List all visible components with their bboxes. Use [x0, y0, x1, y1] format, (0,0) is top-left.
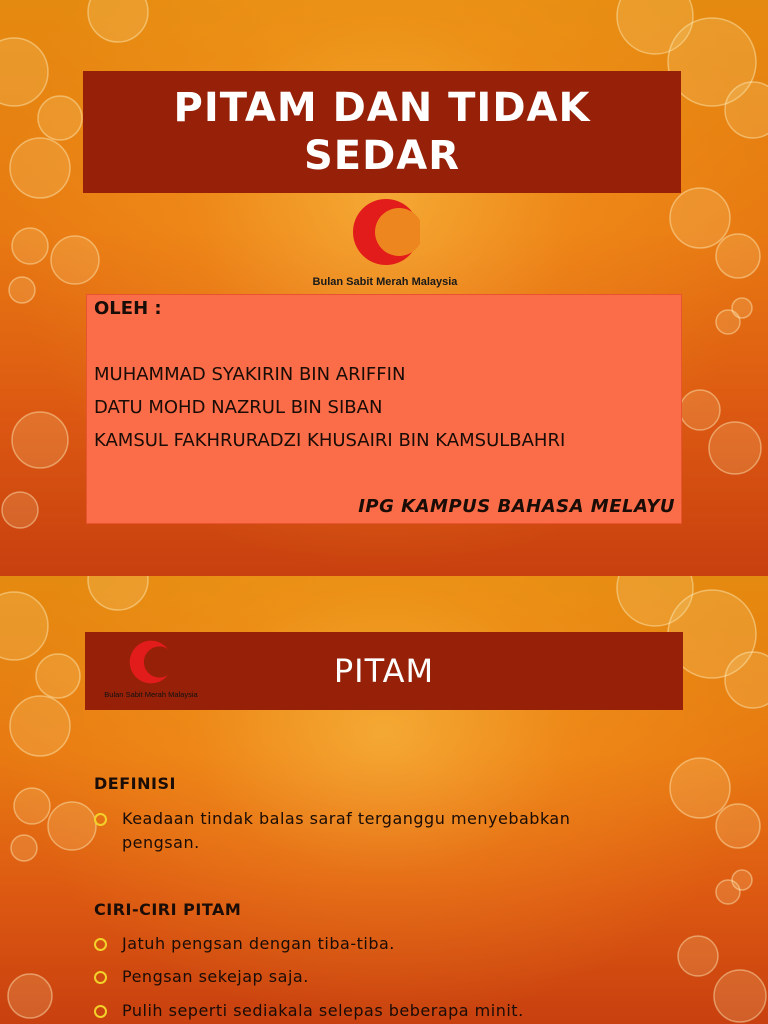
ciri-heading: CIRI-CIRI PITAM [94, 900, 242, 919]
ring-bullet-icon [94, 971, 107, 984]
list-item [94, 965, 654, 989]
author-name: MUHAMMAD SYAKIRIN BIN ARIFFIN [94, 364, 406, 385]
logo-caption: Bulan Sabit Merah Malaysia [312, 276, 458, 288]
ring-bullet-icon [94, 813, 107, 826]
organization-logo [95, 638, 207, 704]
list-item-text: Jatuh pengsan dengan tiba-tiba. [122, 934, 395, 953]
red-crescent-icon [352, 196, 420, 268]
list-item-text: Pulih seperti sediakala selepas beberapa minit. [122, 1001, 524, 1020]
author-name: KAMSUL FAKHRURADZI KHUSAIRI BIN KAMSULBAHRI [94, 430, 566, 451]
authors-box [86, 294, 682, 524]
slide-title: PITAM [333, 652, 435, 690]
oleh-label: OLEH : [94, 298, 162, 319]
institution-name: IPG KAMPUS BAHASA MELAYU [358, 496, 675, 517]
list-item [94, 999, 654, 1023]
author-name: DATU MOHD NAZRUL BIN SIBAN [94, 397, 383, 418]
definisi-heading: DEFINISI [94, 774, 176, 793]
list-item-text: Pengsan sekejap saja. [122, 967, 309, 986]
list-item-text: Keadaan tindak balas saraf terganggu menyebabkan pengsan. [122, 809, 571, 852]
ring-bullet-icon [94, 1005, 107, 1018]
slide-header [85, 632, 683, 710]
ring-bullet-icon [94, 938, 107, 951]
organization-logo [300, 196, 470, 292]
logo-caption: Bulan Sabit Merah Malaysia [104, 690, 198, 699]
list-item [94, 932, 654, 956]
red-crescent-icon [129, 638, 173, 686]
slide-title: PITAM DAN TIDAK SEDAR [83, 71, 681, 193]
list-item [94, 807, 654, 857]
slide-2[interactable] [0, 576, 768, 1024]
